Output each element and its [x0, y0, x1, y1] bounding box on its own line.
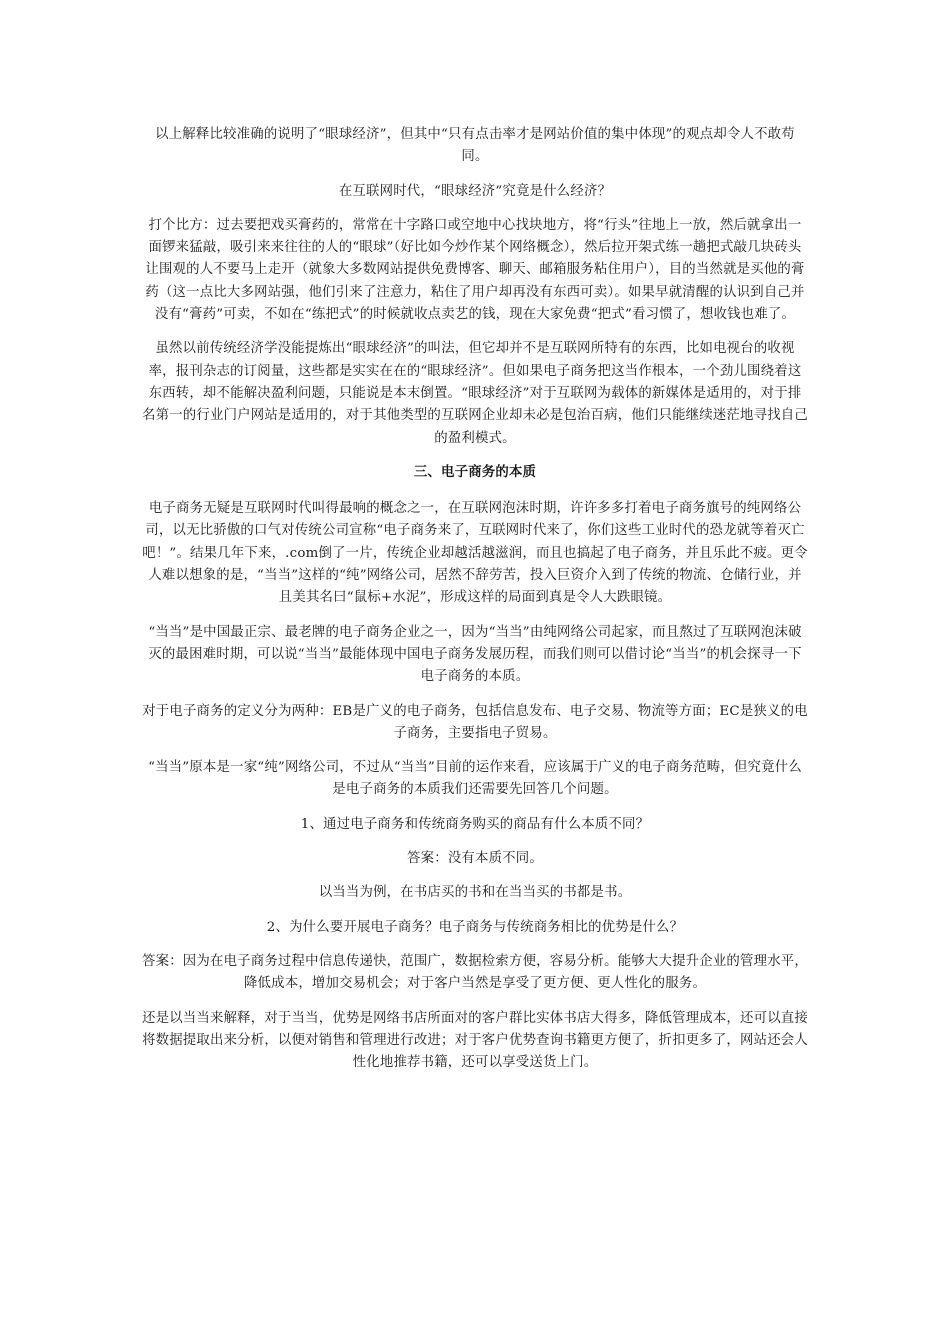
example-1: 以当当为例，在书店买的书和在当当买的书都是书。: [318, 885, 632, 901]
example-2: 还是以当当来解释，对于当当，优势是网络书店所面对的客户群比实体书店大得多，降低管理成本，还可以直接将数据提取出来分析，以便对销售和管理进行改进；对于客户优势查询书籍更方便了，折扣更多了，网站还会人性化地推荐书籍，还可以享受送货上门。: [142, 1010, 808, 1071]
question-1: 1、通过电子商务和传统商务购买的商品有什么本质不同？: [300, 816, 650, 832]
paragraph-analogy: 打个比方：过去要把戏买膏药的，常常在十字路口或空地中心找块地方，将“行头”往地上一放，然后就拿出一面锣来猛敲，吸引来来往往的人的“眼球”（好比如今炒作某个网络概念），然后拉开架式练一趟把式敲几块砖头让围观的人不要马上走开（就象大多数网站提供免费博客、聊天、邮箱服务粘住用户），目的当然就是买他的膏药（这一点比大多网站强，他们引来了注意力，粘住了用户却再没有东西可卖）。如果早就清醒的认识到自己并没有“膏药”可卖，不如在“练把式”的时候就收点卖艺的钱，现在大家免费“把式”看习惯了，想收钱也难了。: [145, 217, 805, 323]
section-heading: 三、电子商务的本质: [413, 464, 537, 480]
paragraph-eyeball-explanation: 以上解释比较准确的说明了“眼球经济”，但其中“只有点击率才是网站价值的集中体现”的观点却令人不敢苟同。: [155, 127, 795, 165]
paragraph-ecommerce-concept: 电子商务无疑是互联网时代叫得最响的概念之一，在互联网泡沫时期，许许多多打着电子商务旗号的纯网络公司，以无比骄傲的口气对传统公司宣称“电子商务来了，互联网时代来了，你们这些工业时代的恐龙就等着灭亡吧！”。结果几年下来，.com倒了一片，传统企业却越活越滋润，而且也搞起了电子商务，并且乐此不疲。更令人难以想象的是，“当当”这样的“纯”网络公司，居然不辞劳苦，投入巨资介入到了传统的物流、仓储行业，并且美其名曰“鼠标+水泥”，形成这样的局面到真是令人大跌眼镜。: [142, 501, 808, 606]
paragraph-ecommerce-definition: 对于电子商务的定义分为两种：EB是广义的电子商务，包括信息发布、电子交易、物流等方面；EC是狭义的电子商务，主要指电子贸易。: [142, 703, 808, 741]
question-2: 2、为什么要开展电子商务？电子商务与传统商务相比的优势是什么？: [266, 919, 684, 935]
paragraph-eyeball-question: 在互联网时代，“眼球经济”究竟是什么经济？: [338, 183, 612, 199]
paragraph-dangdang-scope: “当当”原本是一家“纯”网络公司，不过从“当当”目前的运作来看，应该属于广义的电子商务范畴，但究竟什么是电子商务的本质我们还需要先回答几个问题。: [148, 760, 802, 798]
paragraph-dangdang-intro: “当当”是中国最正宗、最老牌的电子商务企业之一，因为“当当”由纯网络公司起家，而且熬过了互联网泡沫破灭的最困难时期，可以说“当当”最能体现中国电子商务发展历程，而我们则可以借讨论“当当”的机会探寻一下电子商务的本质。: [148, 624, 802, 685]
answer-2: 答案：因为在电子商务过程中信息传递快，范围广，数据检索方便，容易分析。能够大大提升企业的管理水平，降低成本，增加交易机会；对于客户当然是享受了更方便、更人性化的服务。: [142, 953, 808, 992]
answer-1: 答案：没有本质不同。: [407, 851, 543, 867]
paragraph-traditional-economy: 虽然以前传统经济学没能提炼出“眼球经济”的叫法，但它却并不是互联网所特有的东西，比如电视台的收视率，报刊杂志的订阅量，这些都是实实在在的“眼球经济”。但如果电子商务把这当作根本，一个劲儿围绕着这东西转，却不能解决盈利问题，只能说是本末倒置。“眼球经济”对于互联网为载体的新媒体是适用的，对于排名第一的行业门户网站是适用的，对于其他类型的互联网企业却未必是包治百病，他们只能继续迷茫地寻找自己的盈利模式。: [142, 341, 808, 446]
document-page: [142, 124, 808, 1086]
